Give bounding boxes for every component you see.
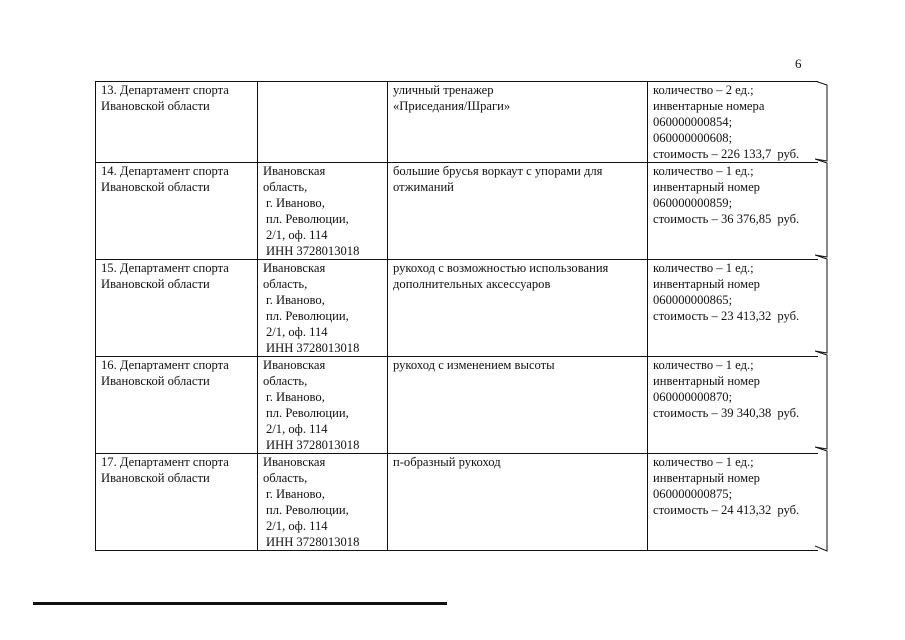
cell-line: пл. Революции, <box>266 503 349 517</box>
cell-line: количество – 1 ед.; <box>653 455 754 469</box>
cost-value: стоимость – 226 133,7 <box>653 147 772 161</box>
cell-line: количество – 1 ед.; <box>653 261 754 275</box>
cell-line: Ивановской области <box>101 374 210 388</box>
cell-line: инвентарный номер <box>653 277 760 291</box>
table-cell-item <box>388 454 648 551</box>
cell-line: область, <box>263 180 308 194</box>
cost-line <box>653 308 814 324</box>
cell-line: инвентарный номер <box>653 374 760 388</box>
cell-line: п-образный рукоход <box>393 455 501 469</box>
table-cell-address <box>258 260 388 357</box>
cost-line <box>653 146 814 162</box>
property-table <box>95 81 818 551</box>
cell-line: 2/1, оф. 114 <box>266 325 328 339</box>
table-cell-number-org <box>96 82 258 163</box>
torn-edge <box>815 81 835 561</box>
currency-label: руб. <box>777 406 800 420</box>
table-cell-item <box>388 163 648 260</box>
cell-line: 17. Департамент спорта <box>101 455 229 469</box>
page-number: 6 <box>795 56 802 71</box>
cost-value: стоимость – 23 413,32 <box>653 309 772 323</box>
cell-line: количество – 1 ед.; <box>653 164 754 178</box>
table-cell-details <box>648 163 818 260</box>
cell-line: инвентарные номера <box>653 99 765 113</box>
cell-line: Ивановской области <box>101 99 210 113</box>
cell-line: г. Иваново, <box>266 390 325 404</box>
table-cell-number-org <box>96 357 258 454</box>
currency-label: руб. <box>777 147 800 161</box>
cell-line: Ивановская <box>263 455 326 469</box>
table-row <box>96 82 818 163</box>
cell-line: Ивановской области <box>101 277 210 291</box>
cell-line: количество – 2 ед.; <box>653 83 754 97</box>
cell-line: Ивановской области <box>101 471 210 485</box>
table-row <box>96 454 818 551</box>
cell-line: пл. Революции, <box>266 212 349 226</box>
cell-line: область, <box>263 471 308 485</box>
cell-line: 13. Департамент спорта <box>101 83 229 97</box>
cell-line: 15. Департамент спорта <box>101 261 229 275</box>
cell-line: рукоход с изменением высоты <box>393 358 555 372</box>
cell-line: инвентарный номер <box>653 180 760 194</box>
cell-line: рукоход с возможностью использования <box>393 261 609 275</box>
cell-line: г. Иваново, <box>266 196 325 210</box>
cell-line: отжиманий <box>393 180 454 194</box>
cell-line: 060000000854; <box>653 115 733 129</box>
bottom-rule <box>33 602 447 605</box>
table-cell-details <box>648 357 818 454</box>
cost-value: стоимость – 24 413,32 <box>653 503 772 517</box>
currency-label: руб. <box>777 212 800 226</box>
table-row <box>96 260 818 357</box>
table-cell-address <box>258 454 388 551</box>
currency-label: руб. <box>777 309 800 323</box>
cell-line: 060000000608; <box>653 131 733 145</box>
cell-line: ИНН 3728013018 <box>266 535 360 549</box>
cell-line: ИНН 3728013018 <box>266 438 360 452</box>
cell-line: 060000000870; <box>653 390 733 404</box>
cell-line: дополнительных аксессуаров <box>393 277 551 291</box>
table-cell-number-org <box>96 454 258 551</box>
cell-line: 060000000875; <box>653 487 733 501</box>
cell-line: уличный тренажер <box>393 83 494 97</box>
table-cell-number-org <box>96 163 258 260</box>
table-cell-address <box>258 357 388 454</box>
cell-line: Ивановская <box>263 358 326 372</box>
currency-label: руб. <box>777 503 800 517</box>
table-cell-address <box>258 82 388 163</box>
cell-line: 2/1, оф. 114 <box>266 228 328 242</box>
cost-line <box>653 502 814 518</box>
cell-line: количество – 1 ед.; <box>653 358 754 372</box>
cell-line: большие брусья воркаут с упорами для <box>393 164 603 178</box>
cost-value: стоимость – 36 376,85 <box>653 212 772 226</box>
cell-line: 2/1, оф. 114 <box>266 519 328 533</box>
cell-line: г. Иваново, <box>266 487 325 501</box>
cell-line: Ивановская <box>263 164 326 178</box>
table-row <box>96 357 818 454</box>
cell-line: 060000000865; <box>653 293 733 307</box>
cell-line: инвентарный номер <box>653 471 760 485</box>
table-cell-item <box>388 260 648 357</box>
cell-line: Ивановской области <box>101 180 210 194</box>
cost-line <box>653 405 814 421</box>
table-cell-number-org <box>96 260 258 357</box>
table-cell-details <box>648 454 818 551</box>
table-cell-address <box>258 163 388 260</box>
cell-line: ИНН 3728013018 <box>266 244 360 258</box>
cell-line: ИНН 3728013018 <box>266 341 360 355</box>
table-cell-details <box>648 82 818 163</box>
table-row <box>96 163 818 260</box>
cell-line: область, <box>263 277 308 291</box>
cell-line: 2/1, оф. 114 <box>266 422 328 436</box>
cell-line: 16. Департамент спорта <box>101 358 229 372</box>
table-cell-item <box>388 82 648 163</box>
table-cell-details <box>648 260 818 357</box>
cell-line: 14. Департамент спорта <box>101 164 229 178</box>
cost-line <box>653 211 814 227</box>
cell-line: г. Иваново, <box>266 293 325 307</box>
table-cell-item <box>388 357 648 454</box>
cell-line: 060000000859; <box>653 196 733 210</box>
cost-value: стоимость – 39 340,38 <box>653 406 772 420</box>
cell-line: Ивановская <box>263 261 326 275</box>
cell-line: область, <box>263 374 308 388</box>
cell-line: «Приседания/Шраги» <box>393 99 511 113</box>
cell-line: пл. Революции, <box>266 309 349 323</box>
cell-line: пл. Революции, <box>266 406 349 420</box>
